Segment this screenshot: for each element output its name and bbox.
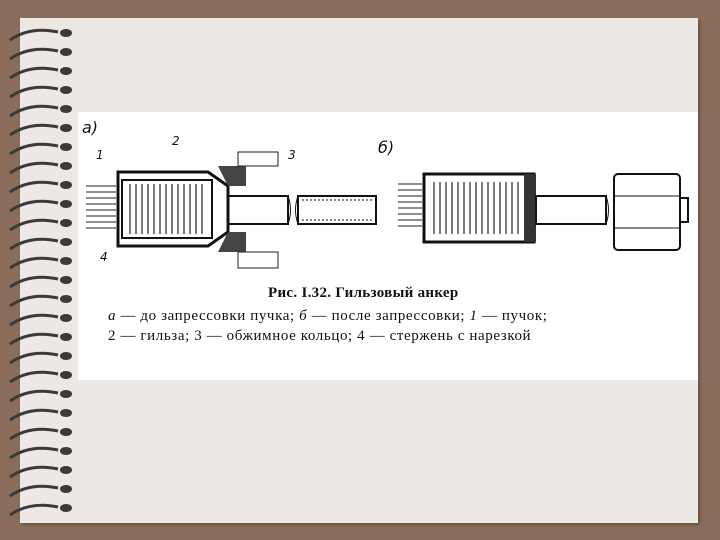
binding-hole xyxy=(60,238,72,246)
binding-ring xyxy=(10,201,58,211)
binding-ring xyxy=(10,334,58,344)
sleeve-hatching-b xyxy=(434,182,518,234)
strand-bundle-b xyxy=(398,184,422,226)
binding-ring xyxy=(10,125,58,135)
binding-ring xyxy=(10,505,58,515)
binding-hole xyxy=(60,276,72,284)
binding-hole xyxy=(60,485,72,493)
caption-text-1: — до запрессовки пучка; xyxy=(116,308,300,324)
figure-caption-title: Рис. I.32. Гильзовый анкер xyxy=(268,285,459,301)
caption-text-2: — после запрессовки; xyxy=(307,308,470,324)
binding-hole xyxy=(60,314,72,322)
binding-hole xyxy=(60,219,72,227)
binding-ring xyxy=(10,467,58,477)
binding-ring xyxy=(10,296,58,306)
caption-b: б xyxy=(299,308,308,324)
binding-ring xyxy=(10,144,58,154)
caption-text-3: — пучок; xyxy=(477,308,548,324)
binding-ring xyxy=(10,353,58,363)
binding-hole xyxy=(60,105,72,113)
binding-hole xyxy=(60,447,72,455)
binding-ring xyxy=(10,49,58,59)
binding-hole xyxy=(60,295,72,303)
binding-hole xyxy=(60,48,72,56)
binding-hole xyxy=(60,504,72,512)
caption-line-1 xyxy=(108,308,548,325)
binding-hole xyxy=(60,409,72,417)
binding-hole xyxy=(60,67,72,75)
binding-ring xyxy=(10,30,58,40)
binding-ring xyxy=(10,315,58,325)
binding-hole xyxy=(60,29,72,37)
binding-hole xyxy=(60,352,72,360)
binding-hole xyxy=(60,181,72,189)
binding-ring xyxy=(10,87,58,97)
callout-4: 4 xyxy=(100,250,108,264)
anchor-drawing xyxy=(78,112,698,282)
callout-2: 2 xyxy=(172,134,180,148)
callout-3: 3 xyxy=(288,148,296,162)
binding-hole xyxy=(60,143,72,151)
caption-a: а xyxy=(108,308,117,324)
anchor-figure xyxy=(78,112,698,380)
binding-hole xyxy=(60,466,72,474)
binding-ring xyxy=(10,410,58,420)
binding-hole xyxy=(60,200,72,208)
binding-ring xyxy=(10,448,58,458)
binding-ring xyxy=(10,429,58,439)
caption-1: 1 xyxy=(469,308,478,324)
caption-line-2: 2 — гильза; 3 — обжимное кольцо; 4 — стержень с нарезкой xyxy=(108,328,532,344)
binding-ring xyxy=(10,220,58,230)
binding-hole xyxy=(60,333,72,341)
binding-hole xyxy=(60,371,72,379)
binding-hole xyxy=(60,428,72,436)
part-a-label: а) xyxy=(82,118,99,137)
binding-ring xyxy=(10,182,58,192)
strand-bundle-a xyxy=(86,186,116,228)
threaded-rod-b xyxy=(536,196,609,224)
binding-ring xyxy=(10,68,58,78)
binding-hole xyxy=(60,124,72,132)
binding-ring xyxy=(10,277,58,287)
binding-ring xyxy=(10,106,58,116)
callout-1: 1 xyxy=(96,148,104,162)
binding-ring xyxy=(10,391,58,401)
binding-ring xyxy=(10,163,58,173)
binding-ring xyxy=(10,372,58,382)
binding-ring xyxy=(10,258,58,268)
threaded-rod-a xyxy=(228,196,376,224)
binding-hole xyxy=(60,162,72,170)
sleeve-hatching-a xyxy=(130,184,202,234)
binding-ring xyxy=(10,239,58,249)
binding-ring xyxy=(10,486,58,496)
part-b-label: б) xyxy=(378,138,395,157)
binding-hole xyxy=(60,86,72,94)
spiral-binding xyxy=(0,18,80,523)
binding-hole xyxy=(60,257,72,265)
hex-nut xyxy=(614,174,688,250)
binding-hole xyxy=(60,390,72,398)
